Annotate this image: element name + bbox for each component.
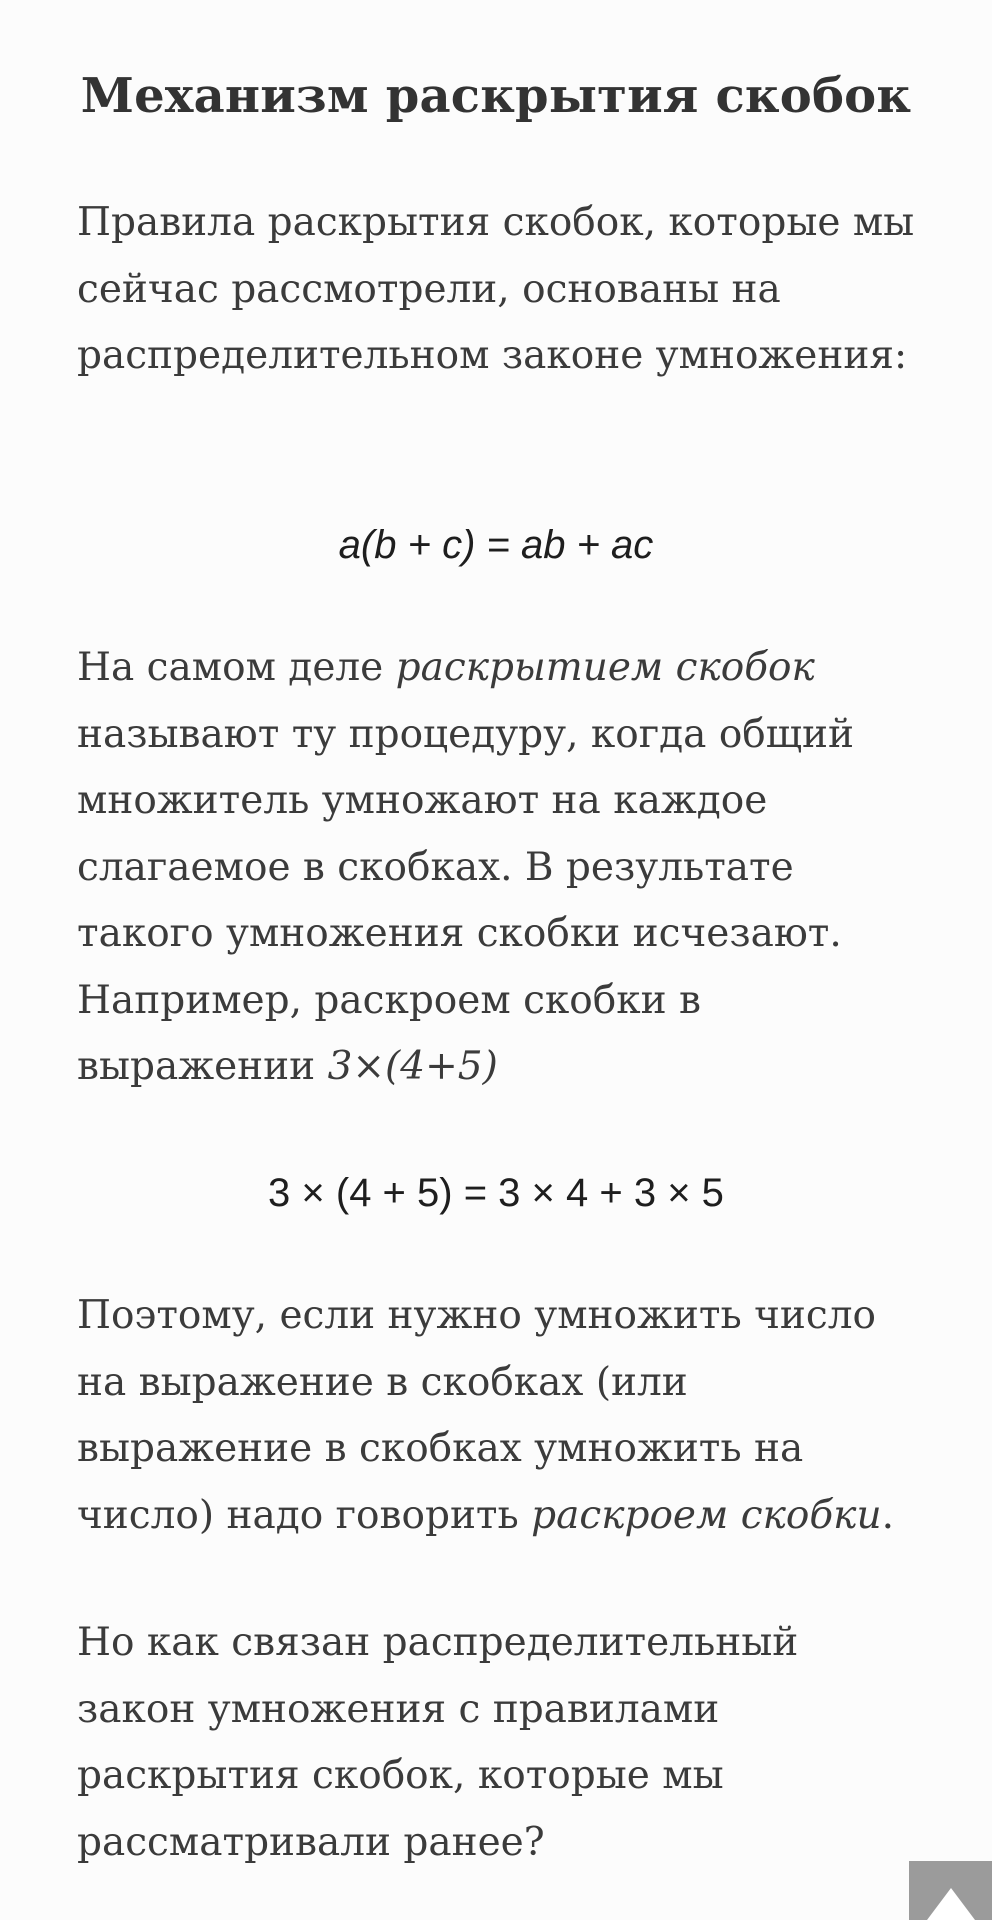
paragraph-explanation [77, 635, 917, 1101]
emphasis-term: раскрытием скобок [395, 645, 815, 690]
arrow-up-icon [909, 1861, 992, 1920]
formula-example: 3 × (4 + 5) = 3 × 4 + 3 × 5 [268, 1171, 724, 1215]
paragraph-text: Поэтому, если нужно умножить число на выражение в скобках (или выражение в скобках умножить на число) надо говорить [77, 1293, 876, 1538]
scroll-to-top-button[interactable] [909, 1861, 992, 1920]
paragraph-question: Но как связан распределительный закон умножения с правилами раскрытия скобок, которые мы рассматривали ранее? [77, 1620, 799, 1865]
paragraph-intro: Правила раскрытия скобок, которые мы сейчас рассмотрели, основаны на распределительном законе умножения: [77, 200, 915, 378]
paragraph-conclusion [77, 1283, 917, 1549]
emphasis-term: раскроем скобки [531, 1492, 882, 1538]
paragraph-text: . [881, 1492, 894, 1538]
page-title: Механизм раскрытия скобок [80, 68, 912, 124]
paragraph-text: называют ту процедуру, когда общий множитель умножают на каждое слагаемое в скобках. В результате такого умножения скобки исчезают. Например, раскроем скобки в выражении [77, 711, 855, 1089]
emphasis-expression: 3×(4+5) [327, 1044, 498, 1089]
paragraph-text: На самом деле [77, 645, 396, 690]
formula-distributive-law: a(b + c) = ab + ac [338, 523, 654, 567]
